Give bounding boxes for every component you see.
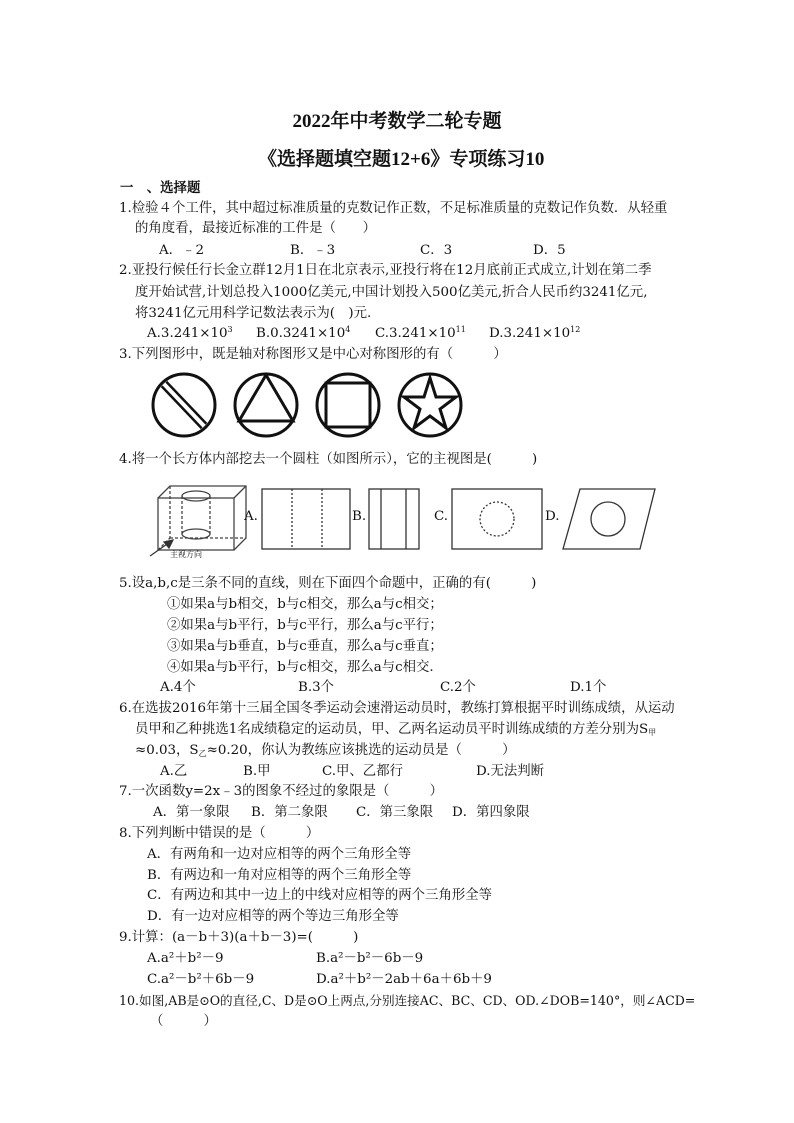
q5-option-a: A.4个 (160, 680, 196, 695)
option-d-parallelogram-figure (563, 489, 655, 549)
circle-with-bar-figure (153, 374, 215, 436)
option-b-rect-figure (369, 489, 419, 549)
q1-option-c: C．3 (420, 243, 453, 258)
q5-proposition-2: ②如果a与b平行，b与c平行，那么a与c平行； (167, 618, 443, 633)
q4-figures (140, 480, 670, 562)
q10-stem-line1: 10.如图,AB是⊙O的直径,C、D是⊙O上两点,分别连接AC、BC、CD、OD.∠DOB=140°，则∠ACD= (119, 993, 696, 1008)
q7-option-a: A．第一象限 (153, 805, 230, 820)
q1-stem-line1: 1.检验４个工件，其中超过标准质量的克数记作正数，不足标准质量的克数记作负数．从轻重 (119, 201, 668, 216)
q5-option-b: B.3个 (298, 680, 335, 695)
q9-option-c: C.a²－b²＋6b－9 (147, 972, 255, 987)
q6-option-c: C.甲、乙都行 (322, 764, 403, 779)
q4-stem: 4.将一个长方体内部挖去一个圆柱（如图所示），它的主视图是( ) (119, 452, 538, 467)
q8-option-a: A．有两角和一边对应相等的两个三角形全等 (147, 847, 412, 862)
circle-with-square-figure (317, 374, 379, 436)
q6-option-b: B.甲 (243, 764, 271, 779)
q4-arrow-label: 主视方向 (170, 550, 202, 559)
q4-label-c: C. (434, 509, 449, 524)
q1-option-d: D．5 (533, 243, 566, 258)
q8-stem: 8.下列判断中错误的是（ ） (119, 826, 320, 841)
option-c-rect-figure (452, 489, 542, 549)
q2-option-d: $D.3.241\times 10^{12}$ (489, 325, 581, 341)
q6-option-a: A.乙 (160, 764, 188, 779)
q2-option-a: $A.3.241\times 10^3$ (147, 325, 233, 341)
q5-stem: 5.设a,b,c是三条不同的直线，则在下面四个命题中，正确的有( ) (119, 576, 537, 591)
q10-stem-line2: （ ） (150, 1014, 217, 1029)
q7-stem: 7.一次函数y=2x﹣3的图象不经过的象限是（ ） (119, 784, 443, 799)
q9-option-d: D.a²＋b²－2ab＋6a＋6b＋9 (316, 972, 492, 987)
q1-option-a: A．﹣2 (159, 243, 204, 258)
q9-option-b: B.a²－b²－6b－9 (316, 951, 424, 966)
q6-stem-line1: 6.在选拔2016年第十三届全国冬季运动会速滑运动员时，教练打算根据平时训练成绩，从运动 (119, 701, 675, 716)
circle-with-star-figure (399, 374, 461, 436)
page-subtitle: 《选择题填空题12+6》专项练习10 (258, 149, 545, 170)
q5-option-d: D.1个 (570, 680, 607, 695)
section-heading: 一 、选择题 (120, 180, 201, 196)
q5-proposition-1: ①如果a与b相交，b与c相交，那么a与c相交； (167, 597, 443, 612)
q8-option-d: D．有一边对应相等的两个等边三角形全等 (147, 909, 399, 924)
q5-option-c: C.2个 (440, 680, 476, 695)
q2-stem-line1: 2.亚投行候任行长金立群12月1日在北京表示,亚投行将在12月底前正式成立,计划在第二季 (119, 263, 652, 278)
q9-stem: 9.计算：(a－b＋3)(a＋b－3)=( ) (119, 930, 359, 945)
q8-option-c: C．有两边和其中一边上的中线对应相等的两个三角形全等 (147, 888, 493, 903)
q2-option-c: $C.3.241\times 10^{11}$ (375, 325, 466, 341)
q7-option-b: B．第二象限 (251, 805, 328, 820)
q3-figures (140, 370, 500, 440)
circle-with-triangle-figure (235, 374, 297, 436)
option-a-rect-figure (262, 489, 350, 549)
q4-label-b: B. (352, 509, 367, 524)
q6-stem-line2: 员甲和乙种挑选1名成绩稳定的运动员，甲、乙两名运动员平时训练成绩的方差分别为$S_甲$ (135, 722, 657, 737)
q1-option-b: B．﹣3 (290, 243, 336, 258)
q2-stem-line3: 将3241亿元用科学记数法表示为( )元. (135, 306, 372, 321)
q5-proposition-3: ③如果a与b垂直，b与c垂直，那么a与c垂直； (167, 639, 443, 654)
q1-stem-line2: 的角度看，最接近标准的工件是（ ） (135, 221, 377, 236)
q4-label-a: A. (244, 509, 258, 524)
q5-proposition-4: ④如果a与b平行，b与c相交，那么a与c相交. (167, 660, 434, 675)
q8-option-b: B．有两边和一角对应相等的两个三角形全等 (147, 868, 412, 883)
q2-option-b: $B.0.3241\times 10^4$ (256, 325, 351, 341)
q2-stem-line2: 度开始试营,计划总投入1000亿美元,中国计划投入500亿美元,折合人民币约3241亿元, (135, 285, 648, 300)
q9-option-a: A.a²＋b²－9 (147, 951, 224, 966)
q3-stem: 3.下列图形中，既是轴对称图形又是中心对称图形的有（ ） (119, 347, 507, 362)
q6-stem-line3: ≈0.03，$S_乙\approx 0.20$，你认为教练应该挑选的运动员是（ ） (135, 743, 516, 758)
q4-label-d: D. (545, 509, 560, 524)
page-title: 2022年中考数学二轮专题 (292, 111, 502, 132)
q6-option-d: D.无法判断 (476, 764, 545, 779)
q7-option-d: D．第四象限 (452, 805, 530, 820)
q7-option-c: C．第三象限 (356, 805, 434, 820)
